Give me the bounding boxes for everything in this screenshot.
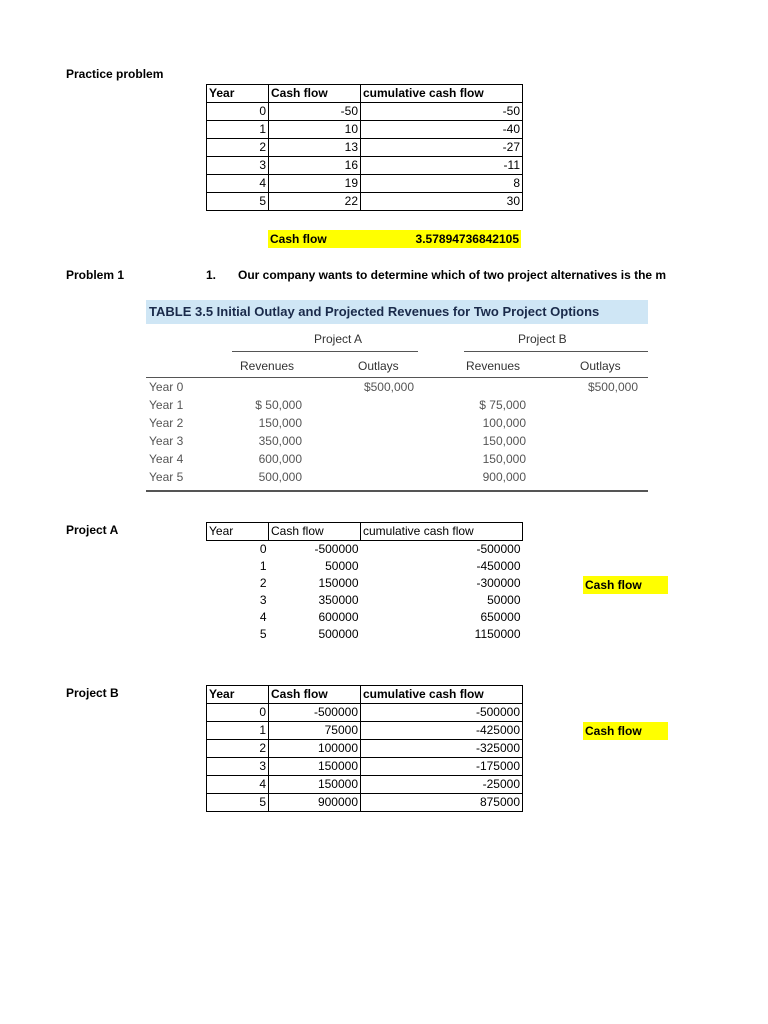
cell: 150000 (318, 576, 359, 590)
problem1-number: 1. (206, 268, 217, 282)
cell: -500000 (269, 704, 361, 722)
a-revenues-header: Revenues (240, 359, 295, 373)
cell: -300000 (476, 576, 521, 590)
cell: 22 (269, 193, 361, 211)
year-label: Year 2 (149, 416, 184, 430)
cell: 1150000 (474, 627, 521, 641)
cell: 500000 (318, 627, 359, 641)
project-b-label: Project B (66, 686, 119, 700)
project-b-rule (464, 351, 648, 352)
a-outlay-value: $500,000 (363, 380, 414, 394)
b-revenues-header: Revenues (466, 359, 521, 373)
header-cell: cumulative cash flow (361, 523, 523, 541)
cell: 600000 (318, 610, 359, 624)
year-label: Year 1 (149, 398, 184, 412)
cell: 75000 (269, 722, 361, 740)
year-label: Year 5 (149, 470, 184, 484)
b-outlay-value: $500,000 (587, 380, 638, 394)
cell: -175000 (361, 758, 523, 776)
a-revenue-value: 600,000 (258, 452, 302, 466)
b-outlays-header: Outlays (580, 359, 621, 373)
practice-table (206, 84, 523, 211)
cell: 8 (361, 175, 523, 193)
cell: -500000 (314, 542, 359, 556)
practice-result-label: Cash flow (270, 232, 327, 246)
b-revenue-value: 900,000 (482, 470, 526, 484)
table-row (207, 157, 523, 175)
cell: 16 (269, 157, 361, 175)
table-header-row (207, 85, 523, 103)
cell: 1 (259, 559, 267, 573)
cell: 0 (207, 704, 269, 722)
b-revenue-value: 150,000 (482, 434, 526, 448)
table-row (207, 103, 523, 121)
cell: 13 (269, 139, 361, 157)
project-a-result-label: Cash flow (583, 576, 668, 594)
cell: 1 (207, 722, 269, 740)
cell: 5 (207, 794, 269, 812)
cell: -500000 (476, 542, 521, 556)
header-cell: Year (207, 686, 269, 704)
project-b-table (206, 685, 523, 812)
cell: 3 (207, 157, 269, 175)
cell: 30 (361, 193, 523, 211)
table-row (207, 139, 523, 157)
cell: 50000 (325, 559, 359, 573)
project-a-table (206, 522, 523, 643)
cell: 0 (207, 103, 269, 121)
problem1-label: Problem 1 (66, 268, 125, 282)
cell: 650000 (480, 610, 521, 624)
cell: -50 (361, 103, 523, 121)
table-row (207, 609, 523, 626)
cell: 4 (259, 610, 267, 624)
b-revenue-value: 100,000 (482, 416, 526, 430)
header-rule (146, 377, 648, 378)
practice-result-value: 3.57894736842105 (415, 232, 519, 246)
table-row (207, 121, 523, 139)
cell: -27 (361, 139, 523, 157)
year-label: Year 0 (149, 380, 184, 394)
table-row (207, 626, 523, 643)
cell: 350000 (318, 593, 359, 607)
table-row (207, 758, 523, 776)
project-a-label: Project A (66, 523, 119, 537)
table-row (207, 722, 523, 740)
cell: 5 (259, 627, 267, 641)
header-cell: Cash flow (269, 686, 361, 704)
header-cell: cumulative cash flow (361, 85, 523, 103)
project-a-heading: Project A (314, 332, 363, 346)
cell: -50 (269, 103, 361, 121)
header-cell: Cash flow (269, 523, 361, 541)
table-row (207, 592, 523, 609)
cell: -325000 (361, 740, 523, 758)
header-cell: Year (207, 523, 269, 541)
table-row (207, 776, 523, 794)
a-revenue-value: 500,000 (258, 470, 302, 484)
cell: 3 (207, 758, 269, 776)
header-cell: Cash flow (269, 85, 361, 103)
year-label: Year 3 (149, 434, 184, 448)
cell: 2 (207, 139, 269, 157)
table-row (207, 175, 523, 193)
cell: -425000 (361, 722, 523, 740)
footer-rule (146, 490, 648, 492)
cell: 875000 (361, 794, 523, 812)
cell: -11 (361, 157, 523, 175)
a-revenue-value: 350,000 (258, 434, 302, 448)
cell: 2 (259, 576, 267, 590)
table-header-row (207, 686, 523, 704)
cell: 1 (207, 121, 269, 139)
a-outlays-header: Outlays (358, 359, 399, 373)
cell: 150000 (269, 776, 361, 794)
cell: 19 (269, 175, 361, 193)
practice-problem-label: Practice problem (66, 67, 164, 81)
table-3-5-figure (146, 300, 648, 492)
cell: 900000 (269, 794, 361, 812)
cell: -500000 (361, 704, 523, 722)
table-row (207, 193, 523, 211)
problem1-text: Our company wants to determine which of two project alternatives is the m (238, 268, 667, 282)
b-revenue-value: 150,000 (482, 452, 526, 466)
practice-result-highlight (268, 230, 521, 248)
table-row (207, 541, 523, 559)
table-row (207, 558, 523, 575)
cell: 0 (259, 542, 267, 556)
cell: -450000 (476, 559, 521, 573)
project-b-result-label: Cash flow (583, 722, 668, 740)
cell: 50000 (487, 593, 521, 607)
table-3-5-title: TABLE 3.5 Initial Outlay and Projected Revenues for Two Project Options (146, 300, 648, 324)
table-row (207, 704, 523, 722)
header-cell: Year (207, 85, 269, 103)
project-b-heading: Project B (518, 332, 567, 346)
table-row (207, 794, 523, 812)
cell: 4 (207, 175, 269, 193)
project-a-rule (232, 351, 418, 352)
table-header-row (207, 523, 523, 541)
cell: -40 (361, 121, 523, 139)
cell: 10 (269, 121, 361, 139)
cell: -25000 (361, 776, 523, 794)
header-cell: cumulative cash flow (361, 686, 523, 704)
b-revenue-value: $ 75,000 (479, 398, 526, 412)
cell: 100000 (269, 740, 361, 758)
year-label: Year 4 (149, 452, 184, 466)
table-row (207, 740, 523, 758)
a-revenue-value: 150,000 (258, 416, 302, 430)
cell: 3 (259, 593, 267, 607)
cell: 5 (207, 193, 269, 211)
cell: 4 (207, 776, 269, 794)
cell: 2 (207, 740, 269, 758)
cell: 150000 (269, 758, 361, 776)
table-row (207, 575, 523, 592)
a-revenue-value: $ 50,000 (255, 398, 302, 412)
